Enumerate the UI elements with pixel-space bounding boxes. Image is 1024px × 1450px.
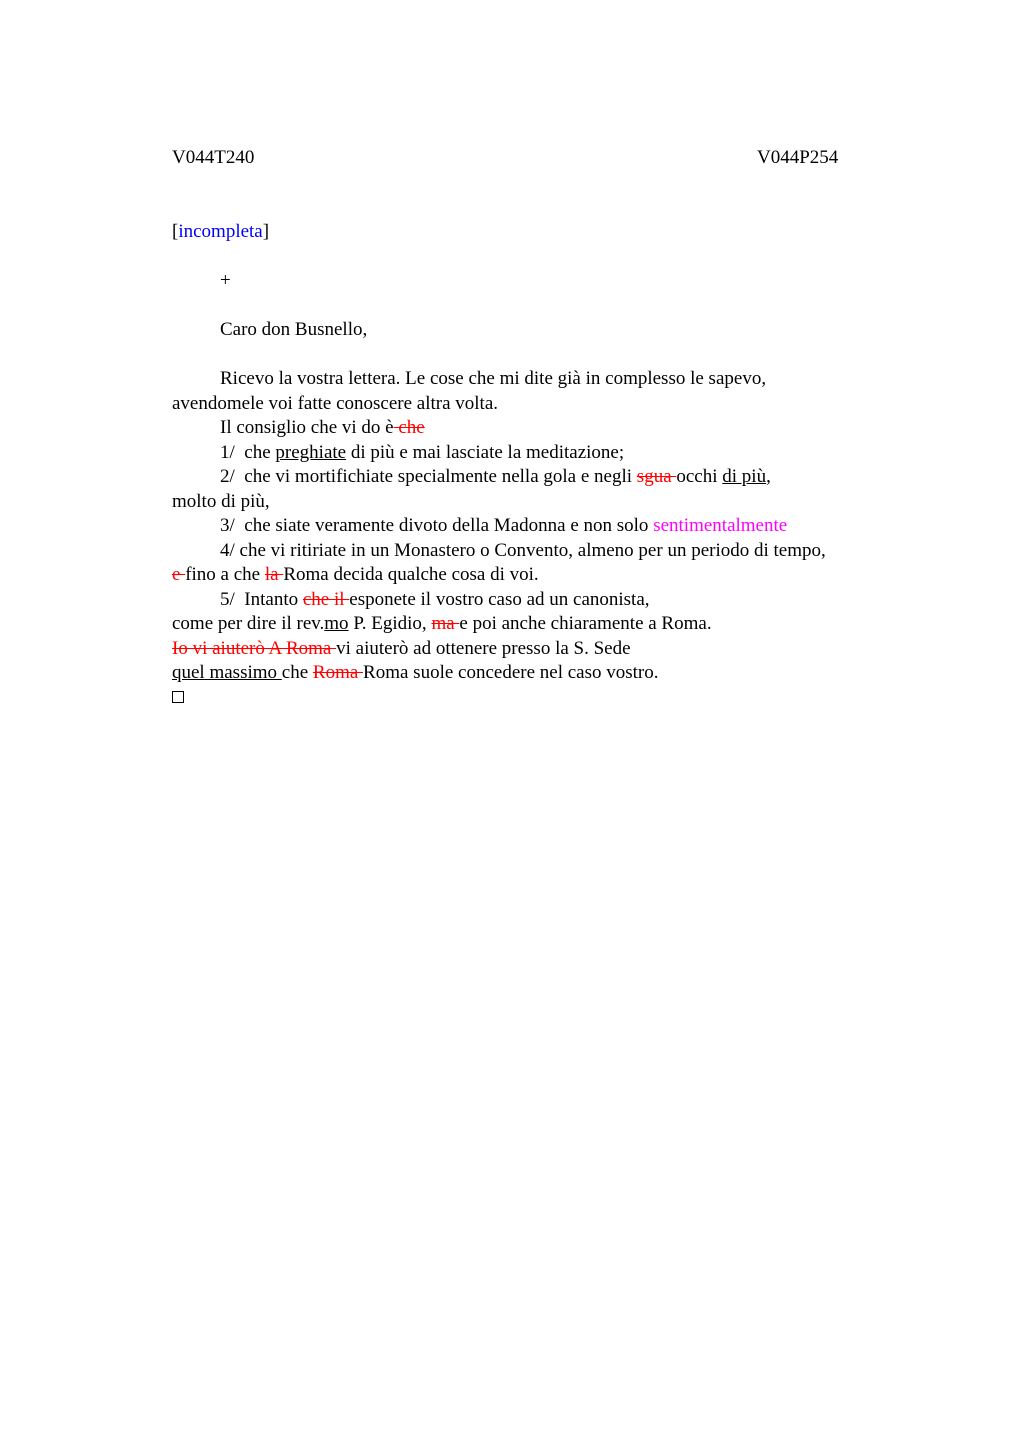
underlined-text: preghiate xyxy=(275,441,347,463)
incomplete-label: incompleta xyxy=(178,221,263,242)
paragraph-line: e fino a che la Roma decida qualche cosa di voi. xyxy=(172,564,539,585)
paragraph-line: Io vi aiuterò A Roma vi aiuterò ad ottenere presso la S. Sede xyxy=(172,637,631,659)
document-code-right: V044P254 xyxy=(757,147,839,168)
underlined-text: mo xyxy=(324,613,349,634)
deleted-text: sgua xyxy=(636,466,677,487)
deleted-text: che il xyxy=(302,588,350,610)
empty-square-icon xyxy=(172,691,184,703)
deleted-text: e xyxy=(172,564,186,585)
deleted-text: Roma xyxy=(312,662,364,683)
paragraph-line: avendomele voi fatte conoscere altra volta. xyxy=(172,392,499,414)
incomplete-note: [incompleta] xyxy=(172,221,270,242)
paragraph-line: come per dire il rev.mo P. Egidio, ma e poi anche chiaramente a Roma. xyxy=(172,613,712,634)
paragraph-line: quel massimo che Roma Roma suole concedere nel caso vostro. xyxy=(172,662,659,683)
underlined-text: quel massimo xyxy=(172,662,282,683)
paragraph-line: molto di più, xyxy=(172,490,270,512)
salutation: Caro don Busnello, xyxy=(220,319,368,340)
advice-item-3: 3/ che siate veramente divoto della Madonna e non solo sentimentalmente xyxy=(220,515,788,536)
advice-item-1: 1/ che preghiate di più e mai lasciate la meditazione; xyxy=(220,441,625,463)
highlighted-text: sentimentalmente xyxy=(653,515,788,536)
paragraph-line: Ricevo la vostra lettera. Le cose che mi dite già in complesso le sapevo, xyxy=(220,368,767,389)
deleted-text: ma xyxy=(431,613,460,634)
end-marker xyxy=(172,686,892,711)
advice-item-5: 5/ Intanto che il esponete il vostro caso ad un canonista, xyxy=(220,588,650,610)
advice-intro: Il consiglio che vi do è che xyxy=(220,417,425,438)
underlined-text: di più xyxy=(722,466,767,487)
deleted-text: Io vi aiuterò A Roma xyxy=(172,637,337,659)
deleted-text: la xyxy=(264,564,284,585)
cross-mark: + xyxy=(220,270,231,291)
document-code-left: V044T240 xyxy=(172,147,255,168)
letter-body xyxy=(172,220,892,710)
advice-item-2: 2/ che vi mortifichiate specialmente nella gola e negli sgua occhi di più, xyxy=(220,466,771,487)
deleted-text: che xyxy=(393,417,425,438)
advice-item-4: 4/ che vi ritiriate in un Monastero o Convento, almeno per un periodo di tempo, xyxy=(220,539,826,561)
